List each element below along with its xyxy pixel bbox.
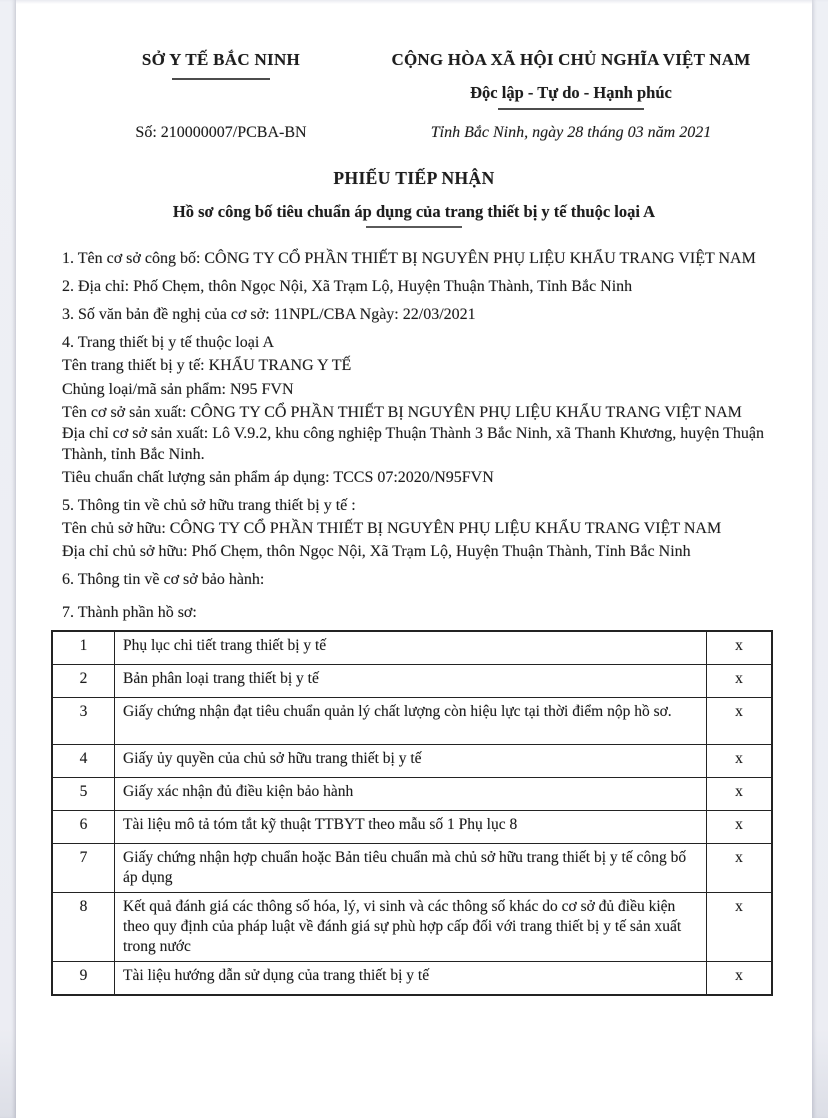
row-checkmark: x: [707, 810, 773, 843]
table-row: [52, 744, 772, 777]
issuer-name: SỞ Y TẾ BẮC NINH: [141, 50, 301, 69]
document-title: PHIẾU TIẾP NHẬN: [333, 168, 495, 188]
document-subtitle-block: [16, 202, 812, 228]
row-description: Tài liệu mô tả tóm tắt kỹ thuật TTBYT theo mẫu số 1 Phụ lục 8: [115, 810, 707, 843]
national-heading-block: [371, 50, 771, 110]
national-motto: Độc lập - Tự do - Hạnh phúc: [470, 83, 672, 102]
document-meta: [16, 124, 812, 142]
place-date-line: Tỉnh Bắc Ninh, ngày 28 tháng 03 năm 2021: [430, 124, 712, 141]
row-checkmark: x: [707, 962, 773, 996]
row-number: 4: [52, 744, 115, 777]
section-warranty-info: 6. Thông tin về cơ sở bảo hành:: [62, 571, 265, 589]
subtitle-underline: [366, 226, 462, 228]
field-request-number: 3. Số văn bản đề nghị của cơ sở: 11NPL/CBA Ngày: 22/03/2021: [62, 306, 476, 324]
row-checkmark: x: [707, 697, 773, 744]
row-number: 9: [52, 962, 115, 996]
issuer-underline: [172, 78, 270, 80]
row-number: 6: [52, 810, 115, 843]
table-row: [52, 892, 772, 961]
national-title: CỘNG HÒA XÃ HỘI CHỦ NGHĨA VIỆT NAM: [391, 50, 751, 69]
row-number: 5: [52, 777, 115, 810]
row-number: 8: [52, 892, 115, 961]
section-dossier-components: 7. Thành phần hồ sơ:: [62, 603, 197, 621]
row-checkmark: x: [707, 744, 773, 777]
viewer-left-gutter: [0, 0, 16, 1118]
table-row: [52, 664, 772, 697]
row-description: Giấy chứng nhận đạt tiêu chuẩn quản lý chất lượng còn hiệu lực tại thời điểm nộp hồ sơ.: [115, 697, 707, 744]
section-owner-info: 5. Thông tin về chủ sở hữu trang thiết bị y tế :: [62, 497, 356, 515]
field-manufacturer-name: Tên cơ sở sản xuất: CÔNG TY CỔ PHẦN THIẾT BỊ NGUYÊN PHỤ LIỆU KHẨU TRANG VIỆT NAM: [62, 403, 742, 421]
table-row: [52, 962, 772, 996]
row-description: Phụ lục chi tiết trang thiết bị y tế: [115, 631, 707, 665]
viewer-right-gutter: [812, 0, 828, 1118]
row-checkmark: x: [707, 664, 773, 697]
field-device-model: Chủng loại/mã sản phẩm: N95 FVN: [62, 380, 294, 398]
dossier-components-table: [51, 630, 773, 997]
table-row: [52, 810, 772, 843]
table-row: [52, 777, 772, 810]
row-description: Bản phân loại trang thiết bị y tế: [115, 664, 707, 697]
field-declarer-address: 2. Địa chỉ: Phố Chẹm, thôn Ngọc Nội, Xã Trạm Lộ, Huyện Thuận Thành, Tỉnh Bắc Ninh: [62, 278, 633, 296]
row-number: 1: [52, 631, 115, 665]
row-number: 2: [52, 664, 115, 697]
motto-underline: [498, 108, 644, 110]
field-owner-address: Địa chỉ chủ sở hữu: Phố Chẹm, thôn Ngọc Nội, Xã Trạm Lộ, Huyện Thuận Thành, Tỉnh Bắc Ninh: [62, 543, 691, 561]
field-manufacturer-address: Địa chỉ cơ sở sản xuất: Lô V.9.2, khu công nghiệp Thuận Thành 3 Bắc Ninh, xã Thanh Khương, huyện Thuận Thành, tỉnh Bắc Ninh.: [62, 424, 764, 463]
row-description: Tài liệu hướng dẫn sử dụng của trang thiết bị y tế: [115, 962, 707, 996]
table-row: [52, 843, 772, 892]
field-device-class: 4. Trang thiết bị y tế thuộc loại A: [62, 334, 274, 352]
issuer-block: [71, 50, 371, 110]
row-description: Giấy chứng nhận hợp chuẩn hoặc Bản tiêu chuẩn mà chủ sở hữu trang thiết bị y tế công bố áp dụng: [115, 843, 707, 892]
document-number: Số: 210000007/PCBA-BN: [135, 124, 307, 141]
row-checkmark: x: [707, 631, 773, 665]
row-checkmark: x: [707, 892, 773, 961]
row-checkmark: x: [707, 843, 773, 892]
table-row: [52, 697, 772, 744]
table-row: [52, 631, 772, 665]
row-description: Giấy ủy quyền của chủ sở hữu trang thiết bị y tế: [115, 744, 707, 777]
document-subtitle: Hồ sơ công bố tiêu chuẩn áp dụng của trang thiết bị y tế thuộc loại A: [172, 202, 656, 221]
row-description: Giấy xác nhận đủ điều kiện bảo hành: [115, 777, 707, 810]
field-declarer: 1. Tên cơ sở công bố: CÔNG TY CỔ PHẦN THIẾT BỊ NGUYÊN PHỤ LIỆU KHẨU TRANG VIỆT NAM: [62, 250, 756, 267]
row-number: 3: [52, 697, 115, 744]
row-checkmark: x: [707, 777, 773, 810]
field-device-name: Tên trang thiết bị y tế: KHẨU TRANG Y TẾ: [62, 357, 352, 375]
row-number: 7: [52, 843, 115, 892]
document-body: [62, 248, 786, 623]
document-header: [16, 50, 812, 110]
field-quality-standard: Tiêu chuẩn chất lượng sản phẩm áp dụng: TCCS 07:2020/N95FVN: [62, 468, 494, 486]
document-page: [16, 0, 812, 1118]
row-description: Kết quả đánh giá các thông số hóa, lý, vi sinh và các thông số khác do cơ sở đủ điều kiện theo quy định của pháp luật về đánh giá sự phù hợp cấp đối với trang thiết bị y tế sản xuất trong nước: [115, 892, 707, 961]
field-owner-name: Tên chủ sở hữu: CÔNG TY CỔ PHẦN THIẾT BỊ NGUYÊN PHỤ LIỆU KHẨU TRANG VIỆT NAM: [62, 520, 722, 538]
